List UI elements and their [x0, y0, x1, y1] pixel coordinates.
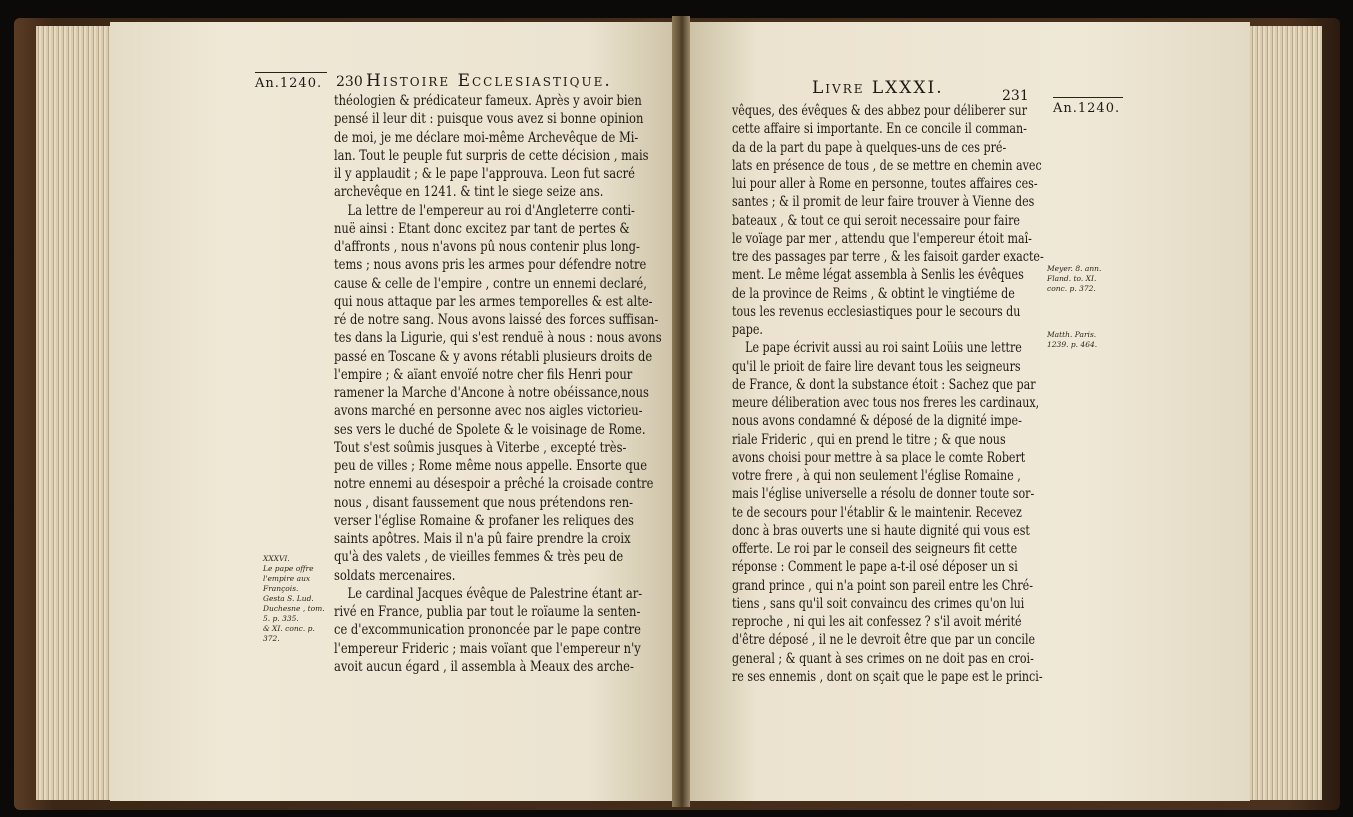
text-line: ses vers le duché de Spolete & le voisinage de Rome.	[334, 421, 646, 438]
left-body-text	[334, 92, 721, 676]
left-page-number: 230	[336, 74, 363, 90]
text-line: ré de notre sang. Nous avons laissé des forces suffisan-	[334, 312, 659, 328]
text-line: avoit aucun égard , il assembla à Meaux des arche-	[334, 658, 634, 675]
right-running-head: Livre LXXXI.	[812, 78, 944, 98]
text-line: tre des passages par terre , & les faisoit garder exacte-	[732, 249, 1044, 265]
left-margin-note	[263, 554, 325, 644]
text-line: da de la part du pape à quelques-uns de ces pré-	[732, 139, 1007, 156]
margin-note-line: Fland. to. XI.	[1047, 274, 1097, 283]
right-year-text: An.1240.	[1053, 101, 1121, 116]
text-line: avons choisi pour mettre à sa place le comte Robert	[732, 449, 1026, 466]
text-line: meure déliberation avec tous nos freres les cardinaux,	[732, 395, 1040, 411]
text-line: rivé en France, publia par tout le roïaume la senten-	[334, 604, 641, 620]
text-line: de moi, je me déclare moi-même Archevêque de Mi-	[334, 129, 639, 146]
text-line: passé en Toscane & y avons rétabli plusieurs droits de	[334, 348, 653, 365]
margin-note-line: & XI. conc. p.	[263, 624, 315, 633]
text-line: notre ennemi au désespoir a prêché la croisade contre	[334, 476, 654, 493]
margin-note-line: l'empire aux	[263, 574, 311, 583]
text-line: nuë ainsi : Etant donc excitez par tant de pertes &	[334, 220, 630, 237]
text-line: offerte. Le roi par le conseil des seigneurs fit cette	[732, 541, 1018, 557]
right-margin-note-meyer	[1047, 264, 1101, 294]
text-line: archevêque en 1241. & tint le siege seize ans.	[334, 184, 604, 201]
margin-note-line: Matth. Paris.	[1047, 330, 1097, 339]
right-margin-note-matthew-paris	[1047, 330, 1097, 350]
text-line: reproche , ni qui les ait confessez ? s'il avoit mérité	[732, 614, 1022, 630]
text-line: Le cardinal Jacques évêque de Palestrine étant ar-	[347, 585, 643, 602]
text-line: d'affronts , nous n'avons pû nous contenir plus long-	[334, 239, 640, 255]
text-line: réponse : Comment le pape a-t-il osé déposer un si	[732, 559, 1018, 576]
text-line: donc à bras ouverts une si haute dignité qui vous est	[732, 522, 1030, 539]
text-line: soldats mercenaires.	[334, 567, 456, 584]
right-page-edges	[1240, 26, 1322, 800]
text-line: Tout s'est soûmis jusques à Viterbe , excepté très-	[334, 439, 627, 456]
margin-note-line: conc. p. 372.	[1047, 284, 1096, 293]
text-line: avons marché en personne avec nos aigles victorieu-	[334, 403, 643, 420]
text-line: tes dans la Ligurie, qui s'est renduë à nous : nous avons	[334, 330, 662, 347]
text-line: ramener la Marche d'Ancone à notre obéissance,nous	[334, 385, 649, 401]
margin-note-line: Gesta S. Lud.	[263, 594, 314, 603]
text-line: pensé il leur dit : puisque vous avez si bonne opinion	[334, 111, 644, 128]
text-line: tems ; nous avons pris les armes pour défendre notre	[334, 257, 647, 274]
text-line: tiens , sans qu'il soit convaincu des crimes qu'on lui	[732, 595, 1025, 612]
margin-note-line: 5. p. 335.	[263, 614, 299, 623]
text-line: general ; & quant à ses crimes on ne doit pas en croi-	[732, 650, 1034, 667]
text-line: tous les revenus ecclesiastiques pour le secours du	[732, 303, 1021, 320]
right-page-number: 231	[1002, 88, 1029, 104]
text-line: de la province de Reims , & obtint le vingtiéme de	[732, 285, 1015, 302]
margin-note-line: 1239. p. 464.	[1047, 340, 1098, 349]
text-line: l'empereur Frideric ; mais voïant que l'empereur n'y	[334, 640, 641, 657]
text-line: théologien & prédicateur fameux. Après y avoir bien	[334, 93, 642, 109]
text-line: grand prince , qui n'a point son pareil entre les Chré-	[732, 577, 1034, 594]
text-line: re ses ennemis , dont on sçait que le pape est le princi-	[732, 668, 1043, 685]
text-line: cette affaire si importante. En ce concile il comman-	[732, 121, 1027, 138]
text-line: La lettre de l'empereur au roi d'Angleterre conti-	[347, 202, 635, 219]
text-line: peu de villes ; Rome même nous appelle. Ensorte que	[334, 458, 648, 474]
text-line: le voïage par mer , attendu que l'empereur étoit maî-	[732, 230, 1032, 247]
text-line: Le pape écrivit aussi au roi saint Loüis une lettre	[745, 340, 1022, 357]
text-line: ce d'excommunication prononcée par le pape contre	[334, 622, 642, 639]
margin-note-line: XXXVI.	[263, 554, 290, 563]
left-year-text: An.1240.	[255, 76, 323, 91]
text-line: pape.	[732, 322, 763, 338]
text-line: qui nous attaque par les armes temporelles & est alte-	[334, 293, 653, 310]
text-line: bateaux , & tout ce qui seroit necessaire pour faire	[732, 212, 1020, 229]
text-line: te de secours pour l'établir & le maintenir. Recevez	[732, 504, 1022, 521]
text-line: vêques, des évêques & des abbez pour déliberer sur	[732, 103, 1028, 119]
text-line: ment. Le même légat assembla à Senlis les évêques	[732, 267, 1024, 284]
left-year-marker	[255, 72, 327, 91]
margin-note-line: 372.	[263, 634, 280, 643]
text-line: qu'il le prioit de faire lire devant tous les seigneurs	[732, 358, 1021, 375]
text-line: d'être déposé , il ne le devroit être que par un concile	[732, 632, 1036, 649]
text-line: de France, & dont la substance étoit : Sachez que par	[732, 376, 1036, 393]
text-line: verser l'église Romaine & profaner les reliques des	[334, 512, 634, 529]
text-line: riale Frideric , qui en prend le titre ; & que nous	[732, 431, 1006, 448]
margin-note-line: Le pape offre	[263, 564, 314, 573]
margin-note-line: Meyer. 8. ann.	[1047, 264, 1102, 273]
text-line: l'empire ; & aïant envoïé notre cher fils Henri pour	[334, 366, 633, 383]
text-line: nous , disant faussement que nous prétendons ren-	[334, 494, 634, 511]
margin-note-line: François.	[263, 584, 299, 593]
text-line: lan. Tout le peuple fut surpris de cette décision , mais	[334, 147, 649, 164]
text-line: santes ; & il promit de leur faire trouver à Vienne des	[732, 194, 1035, 211]
margin-note-line: Duchesne , tom.	[263, 604, 325, 613]
text-line: votre frere , à qui non seulement l'église Romaine ,	[732, 468, 1021, 484]
text-line: saints apôtres. Mais il n'a pû faire prendre la croix	[334, 531, 631, 547]
text-line: lui pour aller à Rome en personne, toutes affaires ces-	[732, 176, 1038, 192]
text-line: lats en présence de tous , de se mettre en chemin avec	[732, 157, 1042, 174]
right-body-text	[732, 102, 1114, 686]
left-running-head: Histoire Ecclesiastique.	[366, 71, 612, 91]
text-line: mais l'église universelle a résolu de donner toute sor-	[732, 486, 1035, 503]
text-line: il y applaudit ; & le pape l'approuva. Leon fut sacré	[334, 166, 635, 182]
text-line: qu'à des valets , de vieilles femmes & très peu de	[334, 549, 624, 566]
text-line: cause & celle de l'empire , contre un ennemi declaré,	[334, 275, 647, 292]
text-line: nous avons condamné & déposé de la dignité impe-	[732, 413, 1022, 430]
